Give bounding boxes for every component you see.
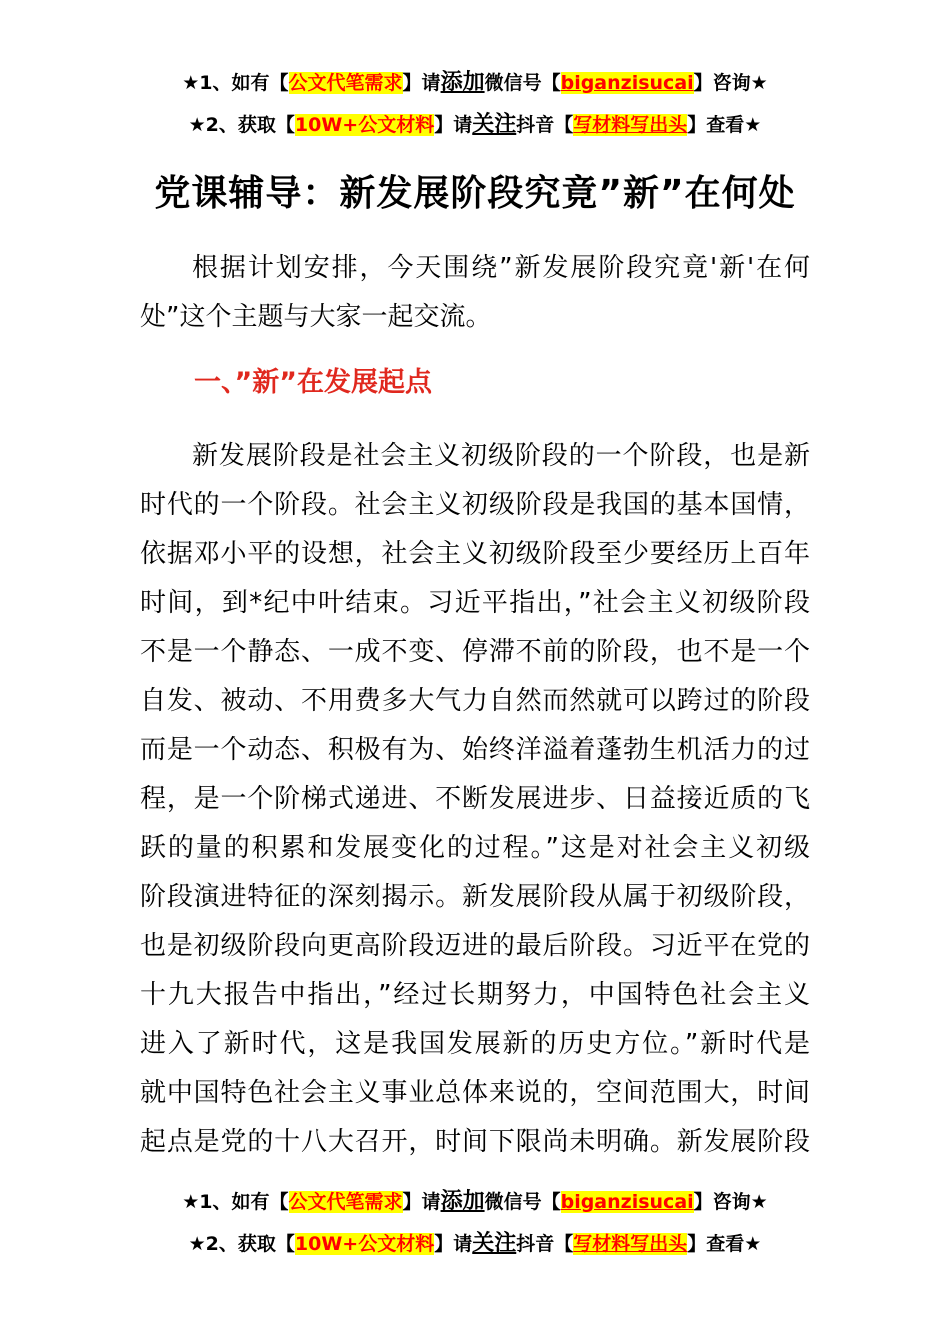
text-line: 阶段演进特征的深刻揭示。新发展阶段从属于初级阶段， bbox=[140, 882, 810, 912]
douyin-account-name: 写材料写出头 bbox=[573, 1233, 688, 1255]
promo-text: 】查看★ bbox=[687, 1233, 762, 1255]
text-line: 程，是一个阶梯式递进、不断发展进步、日益接近质的飞 bbox=[140, 784, 810, 814]
text-line: 跃的量的积累和发展变化的过程。”这是对社会主义初级 bbox=[140, 833, 810, 863]
promo-line bbox=[0, 62, 950, 104]
promo-footer bbox=[0, 1181, 950, 1265]
add-action-text: 添加 bbox=[440, 1189, 485, 1214]
wechat-id: biganzisucai bbox=[560, 72, 694, 94]
promo-text: 】请 bbox=[434, 1233, 473, 1255]
promo-text: 】请 bbox=[402, 72, 441, 94]
page-title: 党课辅导：新发展阶段究竟”新”在何处 bbox=[154, 173, 796, 214]
promo-text: 】查看★ bbox=[687, 114, 762, 136]
text-line: 依据邓小平的设想，社会主义初级阶段至少要经历上百年 bbox=[140, 539, 810, 569]
intro-paragraph bbox=[140, 244, 810, 342]
body-paragraph bbox=[140, 432, 810, 1167]
text-line: 十九大报告中指出，”经过长期努力，中国特色社会主义 bbox=[140, 980, 810, 1010]
follow-action-text: 关注 bbox=[472, 112, 517, 137]
promo-text: ★2、获取【 bbox=[188, 1233, 295, 1255]
text-line: 根据计划安排，今天围绕”新发展阶段究竟'新'在何 bbox=[192, 253, 810, 283]
text-line: 处”这个主题与大家一起交流。 bbox=[140, 302, 492, 332]
text-line: 自发、被动、不用费多大气力自然而然就可以跨过的阶段 bbox=[140, 686, 810, 716]
highlight-service-need: 公文代笔需求 bbox=[288, 72, 403, 94]
promo-text: ★1、如有【 bbox=[182, 1191, 289, 1213]
promo-text: 】请 bbox=[434, 114, 473, 136]
follow-action-text: 关注 bbox=[472, 1231, 517, 1256]
promo-text: 】请 bbox=[402, 1191, 441, 1213]
promo-text: 微信号【 bbox=[484, 1191, 561, 1213]
promo-text: 抖音【 bbox=[516, 114, 574, 136]
text-line: 时间，到*纪中叶结束。习近平指出，”社会主义初级阶段 bbox=[140, 588, 810, 618]
wechat-id: biganzisucai bbox=[560, 1191, 694, 1213]
promo-text: 】咨询★ bbox=[693, 72, 768, 94]
text-line: 进入了新时代，这是我国发展新的历史方位。”新时代是 bbox=[140, 1029, 810, 1059]
text-line: 而是一个动态、积极有为、始终洋溢着蓬勃生机活力的过 bbox=[140, 735, 810, 765]
text-line: 时代的一个阶段。社会主义初级阶段是我国的基本国情， bbox=[140, 490, 810, 520]
promo-text: 】咨询★ bbox=[693, 1191, 768, 1213]
promo-line bbox=[0, 104, 950, 146]
promo-text: ★2、获取【 bbox=[188, 114, 295, 136]
text-line: 不是一个静态、一成不变、停滞不前的阶段，也不是一个 bbox=[140, 637, 810, 667]
promo-text: 抖音【 bbox=[516, 1233, 574, 1255]
promo-text: ★1、如有【 bbox=[182, 72, 289, 94]
douyin-account-name: 写材料写出头 bbox=[573, 114, 688, 136]
promo-line bbox=[0, 1223, 950, 1265]
text-line: 新发展阶段是社会主义初级阶段的一个阶段，也是新 bbox=[192, 441, 810, 471]
text-line: 就中国特色社会主义事业总体来说的，空间范围大，时间 bbox=[140, 1078, 810, 1108]
promo-text: 微信号【 bbox=[484, 72, 561, 94]
text-line: 起点是党的十八大召开，时间下限尚未明确。新发展阶段 bbox=[140, 1127, 810, 1157]
section-heading: 一、”新”在发展起点 bbox=[194, 367, 432, 398]
highlight-material-count: 10W+公文材料 bbox=[294, 114, 435, 136]
add-action-text: 添加 bbox=[440, 70, 485, 95]
text-line: 也是初级阶段向更高阶段迈进的最后阶段。习近平在党的 bbox=[140, 931, 810, 961]
promo-line bbox=[0, 1181, 950, 1223]
highlight-service-need: 公文代笔需求 bbox=[288, 1191, 403, 1213]
promo-header bbox=[0, 0, 950, 146]
highlight-material-count: 10W+公文材料 bbox=[294, 1233, 435, 1255]
